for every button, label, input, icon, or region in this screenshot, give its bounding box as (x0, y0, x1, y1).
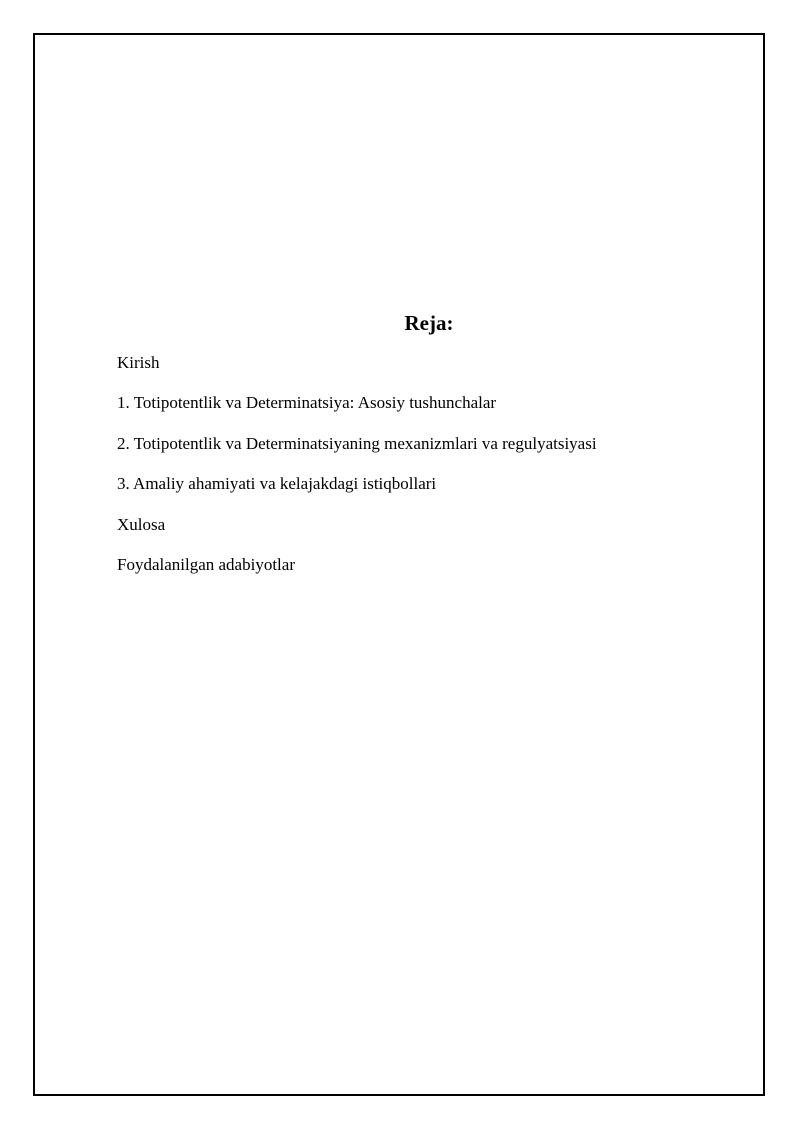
plan-item-introduction: Kirish (117, 353, 160, 372)
plan-list (117, 352, 597, 594)
plan-item-conclusion: Xulosa (117, 514, 166, 534)
plan-item-chapter-1: 1. Totipotentlik va Determinatsiya: Asosiy tushunchalar (117, 393, 497, 413)
page-border (33, 33, 765, 1096)
plan-item-chapter-3: 3. Amaliy ahamiyati va kelajakdagi istiqbollari (117, 474, 437, 494)
plan-title: Reja: (404, 311, 454, 335)
plan-item-chapter-2: 2. Totipotentlik va Determinatsiyaning mexanizmlari va regulyatsiyasi (117, 433, 597, 453)
plan-item-references: Foydalanilgan adabiyotlar (117, 554, 295, 574)
